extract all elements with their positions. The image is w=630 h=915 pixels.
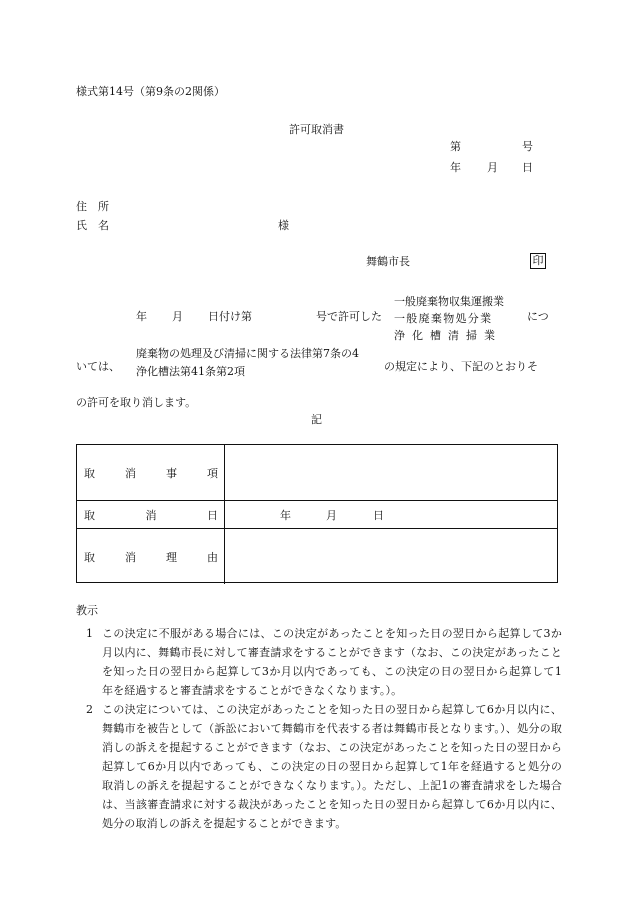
appeal-notice [76, 602, 562, 833]
date-year: 年 [280, 509, 291, 522]
notice-item-text: この決定については、この決定があったことを知った日の翌日から起算して6か月以内に、舞鶴市を被告として（訴訟において舞鶴市を代表する者は舞鶴市長となります。）、処分の取消しの訴えを提起することができます（なお、この決定があったことを知った日の翌日から起算して6か月以内であっても、この決定の日の翌日から起算して1年を経過すると処分の取消しの訴えを提起することができなくなります。）。ただし、上記1の審査請求をした場合は、当該審査請求に対する裁決があったことを知った日の翌日から起算して6か月以内に、処分の取消しの訴えを提起することができます。 [102, 703, 562, 830]
name-label: 氏 名 [76, 219, 109, 232]
notice-item [76, 700, 562, 833]
record-row [77, 500, 557, 529]
document-title: 許可取消書 [289, 123, 344, 136]
body-date-ref: 日付け第 [208, 310, 252, 323]
notice-item-text: この決定に不服がある場合には、この決定があったことを知った日の翌日から起算して3か月以内に、舞鶴市長に対して審査請求をすることができます（なお、この決定があったことを知った日の翌日から起算して3か月以内であっても、この決定の日の翌日から起算して1年を経過すると審査請求をすることができなくなります。）。 [102, 627, 562, 697]
form-number: 様式第14号（第9条の2関係） [76, 85, 225, 98]
notice-item-number: 2 [86, 703, 94, 716]
record-label: 取 消 日 [84, 509, 218, 522]
record-label-cell [77, 501, 225, 529]
law-references [136, 345, 359, 381]
issuer-name: 舞鶴市長 [366, 255, 410, 268]
record-row [77, 445, 557, 500]
date-month: 月 [326, 509, 337, 522]
records-table [76, 444, 558, 583]
date-day: 日 [373, 509, 384, 522]
business-type: 浄化槽清掃業 [394, 329, 502, 342]
record-label-cell [77, 529, 225, 584]
record-label: 取 消 事 項 [84, 466, 218, 480]
doc-date-month: 月 [487, 161, 498, 174]
law-reference: 浄化槽法第41条第2項 [136, 365, 245, 378]
doc-number-prefix: 第 [450, 140, 461, 153]
address-label: 住 所 [76, 200, 109, 213]
business-type: 一般廃棄物処分業 [394, 312, 493, 325]
body-tsu: につ [527, 310, 549, 323]
body-last-line: の許可を取り消します。 [76, 396, 197, 409]
record-date [225, 501, 557, 529]
ki-heading: 記 [311, 413, 322, 426]
body-clause-rest: の規定により、下記のとおりそ [384, 360, 538, 373]
body-year: 年 [136, 310, 147, 323]
notice-title: 教示 [76, 604, 98, 617]
honorific: 様 [278, 219, 289, 232]
record-label: 取 消 理 由 [84, 550, 218, 564]
business-type: 一般廃棄物収集運搬業 [394, 295, 504, 308]
business-types [394, 293, 516, 344]
doc-date-year: 年 [450, 161, 461, 174]
body-iteha: いては、 [76, 360, 120, 373]
law-reference: 廃棄物の処理及び清掃に関する法律第7条の4 [136, 347, 359, 360]
seal-stamp: 印 [530, 253, 546, 269]
notice-item [76, 624, 562, 700]
doc-date-day: 日 [522, 161, 533, 174]
body-month: 月 [172, 310, 183, 323]
body-permit-ref: 号で許可した [316, 310, 382, 323]
record-row [77, 528, 557, 584]
record-label-cell [77, 445, 225, 500]
doc-number-suffix: 号 [522, 140, 533, 153]
notice-item-number: 1 [86, 627, 94, 640]
